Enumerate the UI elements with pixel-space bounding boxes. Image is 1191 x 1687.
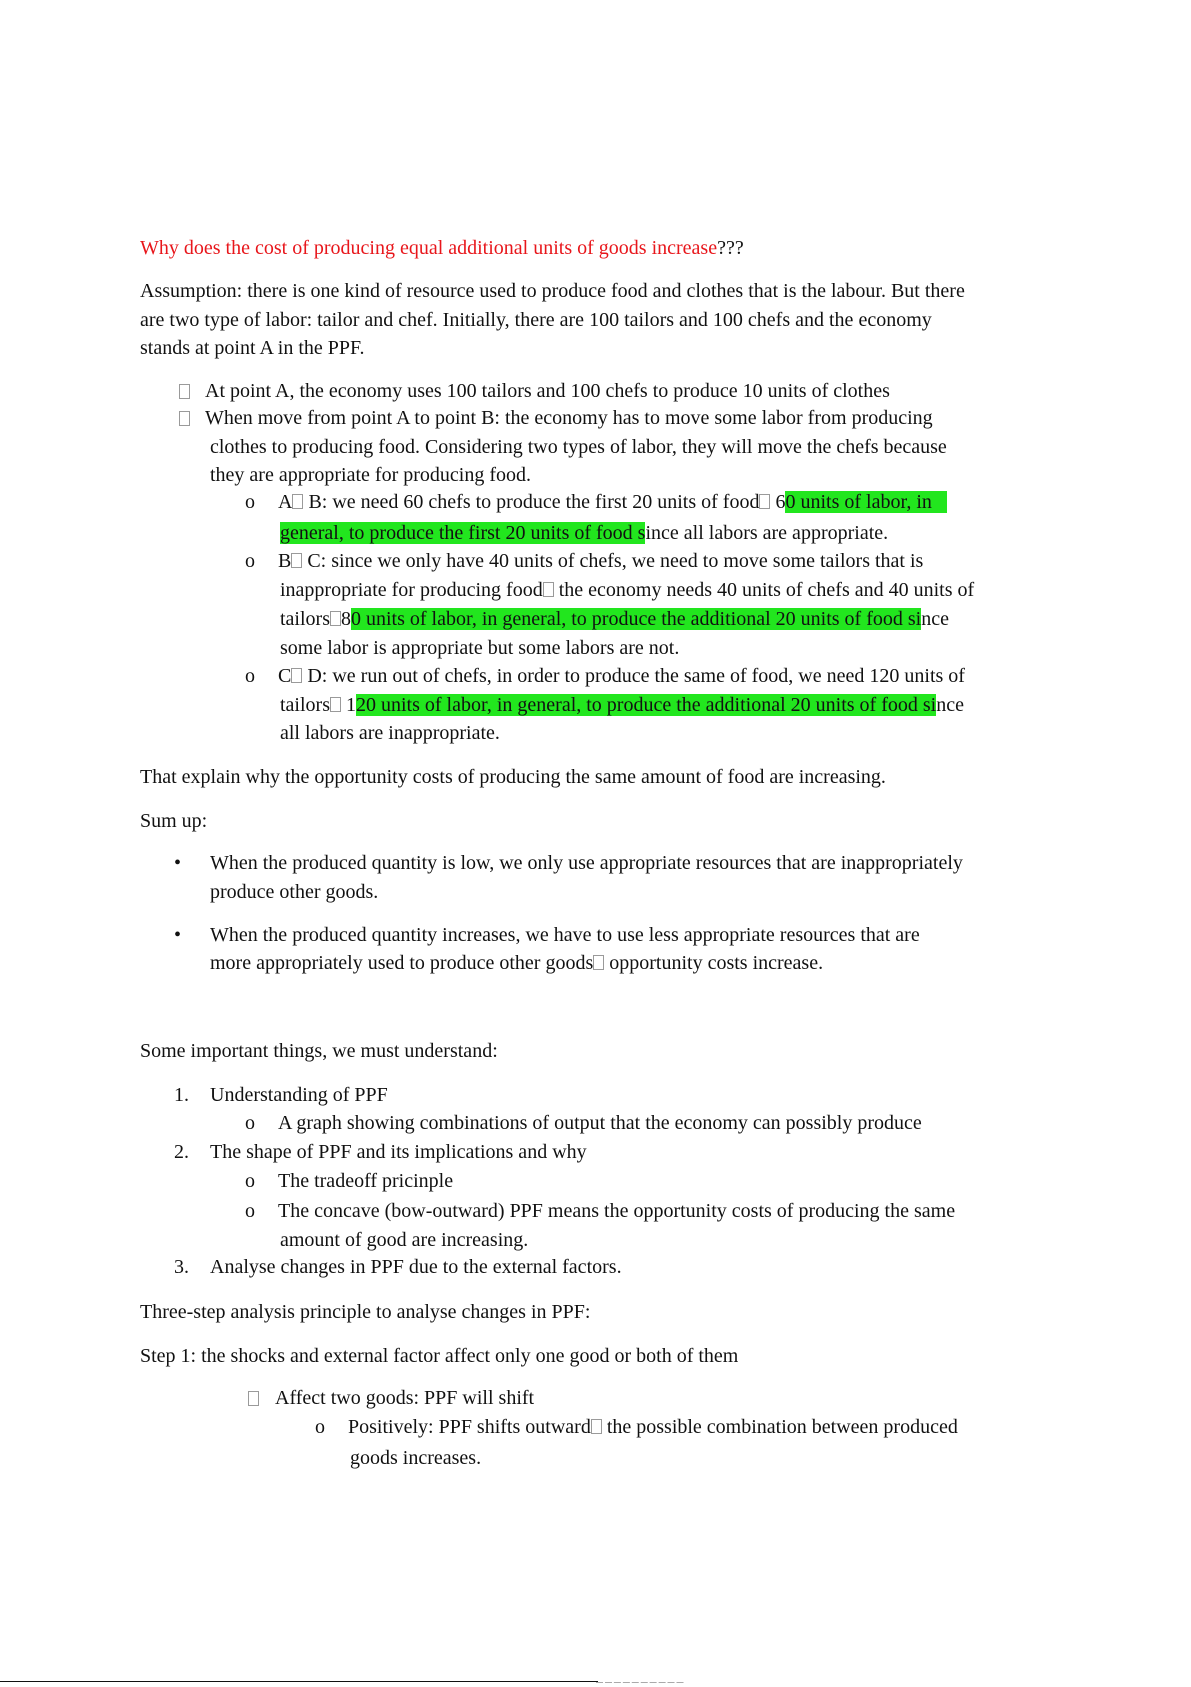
sub-bc-line-2 [280,576,974,604]
sub-marker: o [245,1170,255,1192]
list-item-2: The shape of PPF and its implications and why [210,1141,587,1163]
list-item-3: Analyse changes in PPF due to the external factors. [210,1256,622,1278]
assumption-line-2: are two type of labor: tailor and chef. Initially, there are 100 tailors and 100 chefs and the economy [140,309,932,331]
bullet-move-line-3: they are appropriate for producing food. [210,464,531,486]
sub-cd-line-2 [280,691,964,719]
arrow-box-icon [292,494,303,509]
sumup-heading: Sum up: [140,810,208,832]
sub-ab-highlight-2: general, to produce the first 20 units of food s [280,522,646,544]
explain-paragraph: That explain why the opportunity costs of producing the same amount of food are increasing. [140,766,886,788]
step1-sub-line-2: goods increases. [350,1447,482,1469]
title-question: Why does the cost of producing equal additional units of goods increase [140,237,718,259]
section-title [140,234,744,262]
sumup-point-2-text: more appropriately used to produce other goods [210,952,594,974]
list-item-2-sub-2-line-1: The concave (bow-outward) PPF means the opportunity costs of producing the same [278,1200,956,1222]
list-number-3: 3. [174,1256,189,1278]
list-item-1-sub: A graph showing combinations of output that the economy can possibly produce [278,1112,922,1134]
sumup-point-1-line-1: When the produced quantity is low, we only use appropriate resources that are inappropriately [210,852,963,874]
sub-cd-text-2a: tailors [280,694,330,716]
arrow-box-icon [759,494,770,509]
sub-cd-line-1 [278,662,965,690]
bullet-box-icon [179,384,190,399]
step1-sub-text: Positively: PPF shifts outward [348,1416,591,1438]
sub-ab-num: 6 [770,491,786,513]
footer-rule [0,1681,598,1682]
sub-bc-line-1 [278,547,923,575]
sub-cd-num: 1 [341,694,356,716]
list-item-2-sub-1: The tradeoff pricinple [278,1170,454,1192]
threestep-heading: Three-step analysis principle to analyse changes in PPF: [140,1301,591,1323]
sumup-point-2-line-2 [210,949,823,977]
arrow-box-icon [543,582,554,597]
sub-ab-text: B: we need 60 chefs to produce the first 20 units of food [303,491,760,513]
title-suffix: ??? [717,237,744,259]
sub-bc-num: 8 [341,608,351,630]
sub-ab-start: A [278,491,293,513]
sub-ab-line-2 [280,519,888,547]
sub-bc-text: C: since we only have 40 units of chefs, we need to move some tailors that is [302,550,924,572]
sub-bc-highlight: 0 units of labor, in general, to produce the additional 20 units of food si [351,608,922,630]
sumup-point-2-line-1: When the produced quantity increases, we have to use less appropriate resources that are [210,924,920,946]
bullet-box-icon [248,1391,259,1406]
arrow-box-icon [291,668,302,683]
sub-ab-line-1 [278,488,947,516]
sub-bc-line-4: some labor is appropriate but some labors are not. [280,637,680,659]
bullet-box-icon [179,411,190,426]
sub-marker: o [245,1200,255,1222]
arrow-box-icon [291,553,302,568]
step1-sub-line-1 [348,1413,958,1441]
sub-bc-start: B [278,550,292,572]
sub-bc-rest: nce [921,608,949,630]
footer-text: — — — — — — — — — — [596,1679,684,1686]
sub-ab-highlight-1: 0 units of labor, in [785,491,932,513]
sumup-point-2-tail: opportunity costs increase. [604,952,824,974]
bullet-move-line-1: When move from point A to point B: the economy has to move some labor from producing [205,407,933,429]
sub-bc-text-2a: inappropriate for producing food [280,579,543,601]
sub-cd-start: C [278,665,292,687]
arrow-box-icon [330,697,341,712]
sub-marker: o [245,550,255,572]
sub-cd-line-3: all labors are inappropriate. [280,722,500,744]
arrow-box-icon [330,611,341,626]
assumption-line-3: stands at point A in the PPF. [140,337,365,359]
important-heading: Some important things, we must understand: [140,1040,498,1062]
step1-bullet: Affect two goods: PPF will shift [275,1387,535,1409]
arrow-box-icon [593,955,604,970]
bullet-move-line-2: clothes to producing food. Considering two types of labor, they will move the chefs because [210,436,947,458]
list-item-2-sub-2-line-2: amount of good are increasing. [280,1229,529,1251]
arrow-box-icon [591,1419,602,1434]
assumption-line-1: Assumption: there is one kind of resource used to produce food and clothes that is the labour. But there [140,280,965,302]
sub-bc-line-3 [280,605,949,633]
sub-marker: o [245,1112,255,1134]
sub-cd-text: D: we run out of chefs, in order to produce the same of food, we need 120 units of [302,665,965,687]
list-number-1: 1. [174,1084,189,1106]
sumup-point-1-line-2: produce other goods. [210,881,379,903]
sub-ab-rest: ince all labors are appropriate. [645,522,889,544]
sub-bc-text-2b: the economy needs 40 units of chefs and 40 units of [553,579,975,601]
bullet-point-a: At point A, the economy uses 100 tailors and 100 chefs to produce 10 units of clothes [205,380,890,402]
step1-text: Step 1: the shocks and external factor affect only one good or both of them [140,1345,739,1367]
sub-bc-text-3a: tailors [280,608,330,630]
sub-cd-rest: nce [936,694,964,716]
sub-marker: o [315,1416,325,1438]
sub-marker: o [245,665,255,687]
sub-marker: o [245,491,255,513]
bullet-dot: • [174,924,182,946]
highlight-tail [932,491,947,513]
bullet-dot: • [174,852,182,874]
step1-sub-tail: the possible combination between produced [601,1416,958,1438]
list-item-1: Understanding of PPF [210,1084,388,1106]
list-number-2: 2. [174,1141,189,1163]
sub-cd-highlight: 20 units of labor, in general, to produce the additional 20 units of food si [356,694,937,716]
